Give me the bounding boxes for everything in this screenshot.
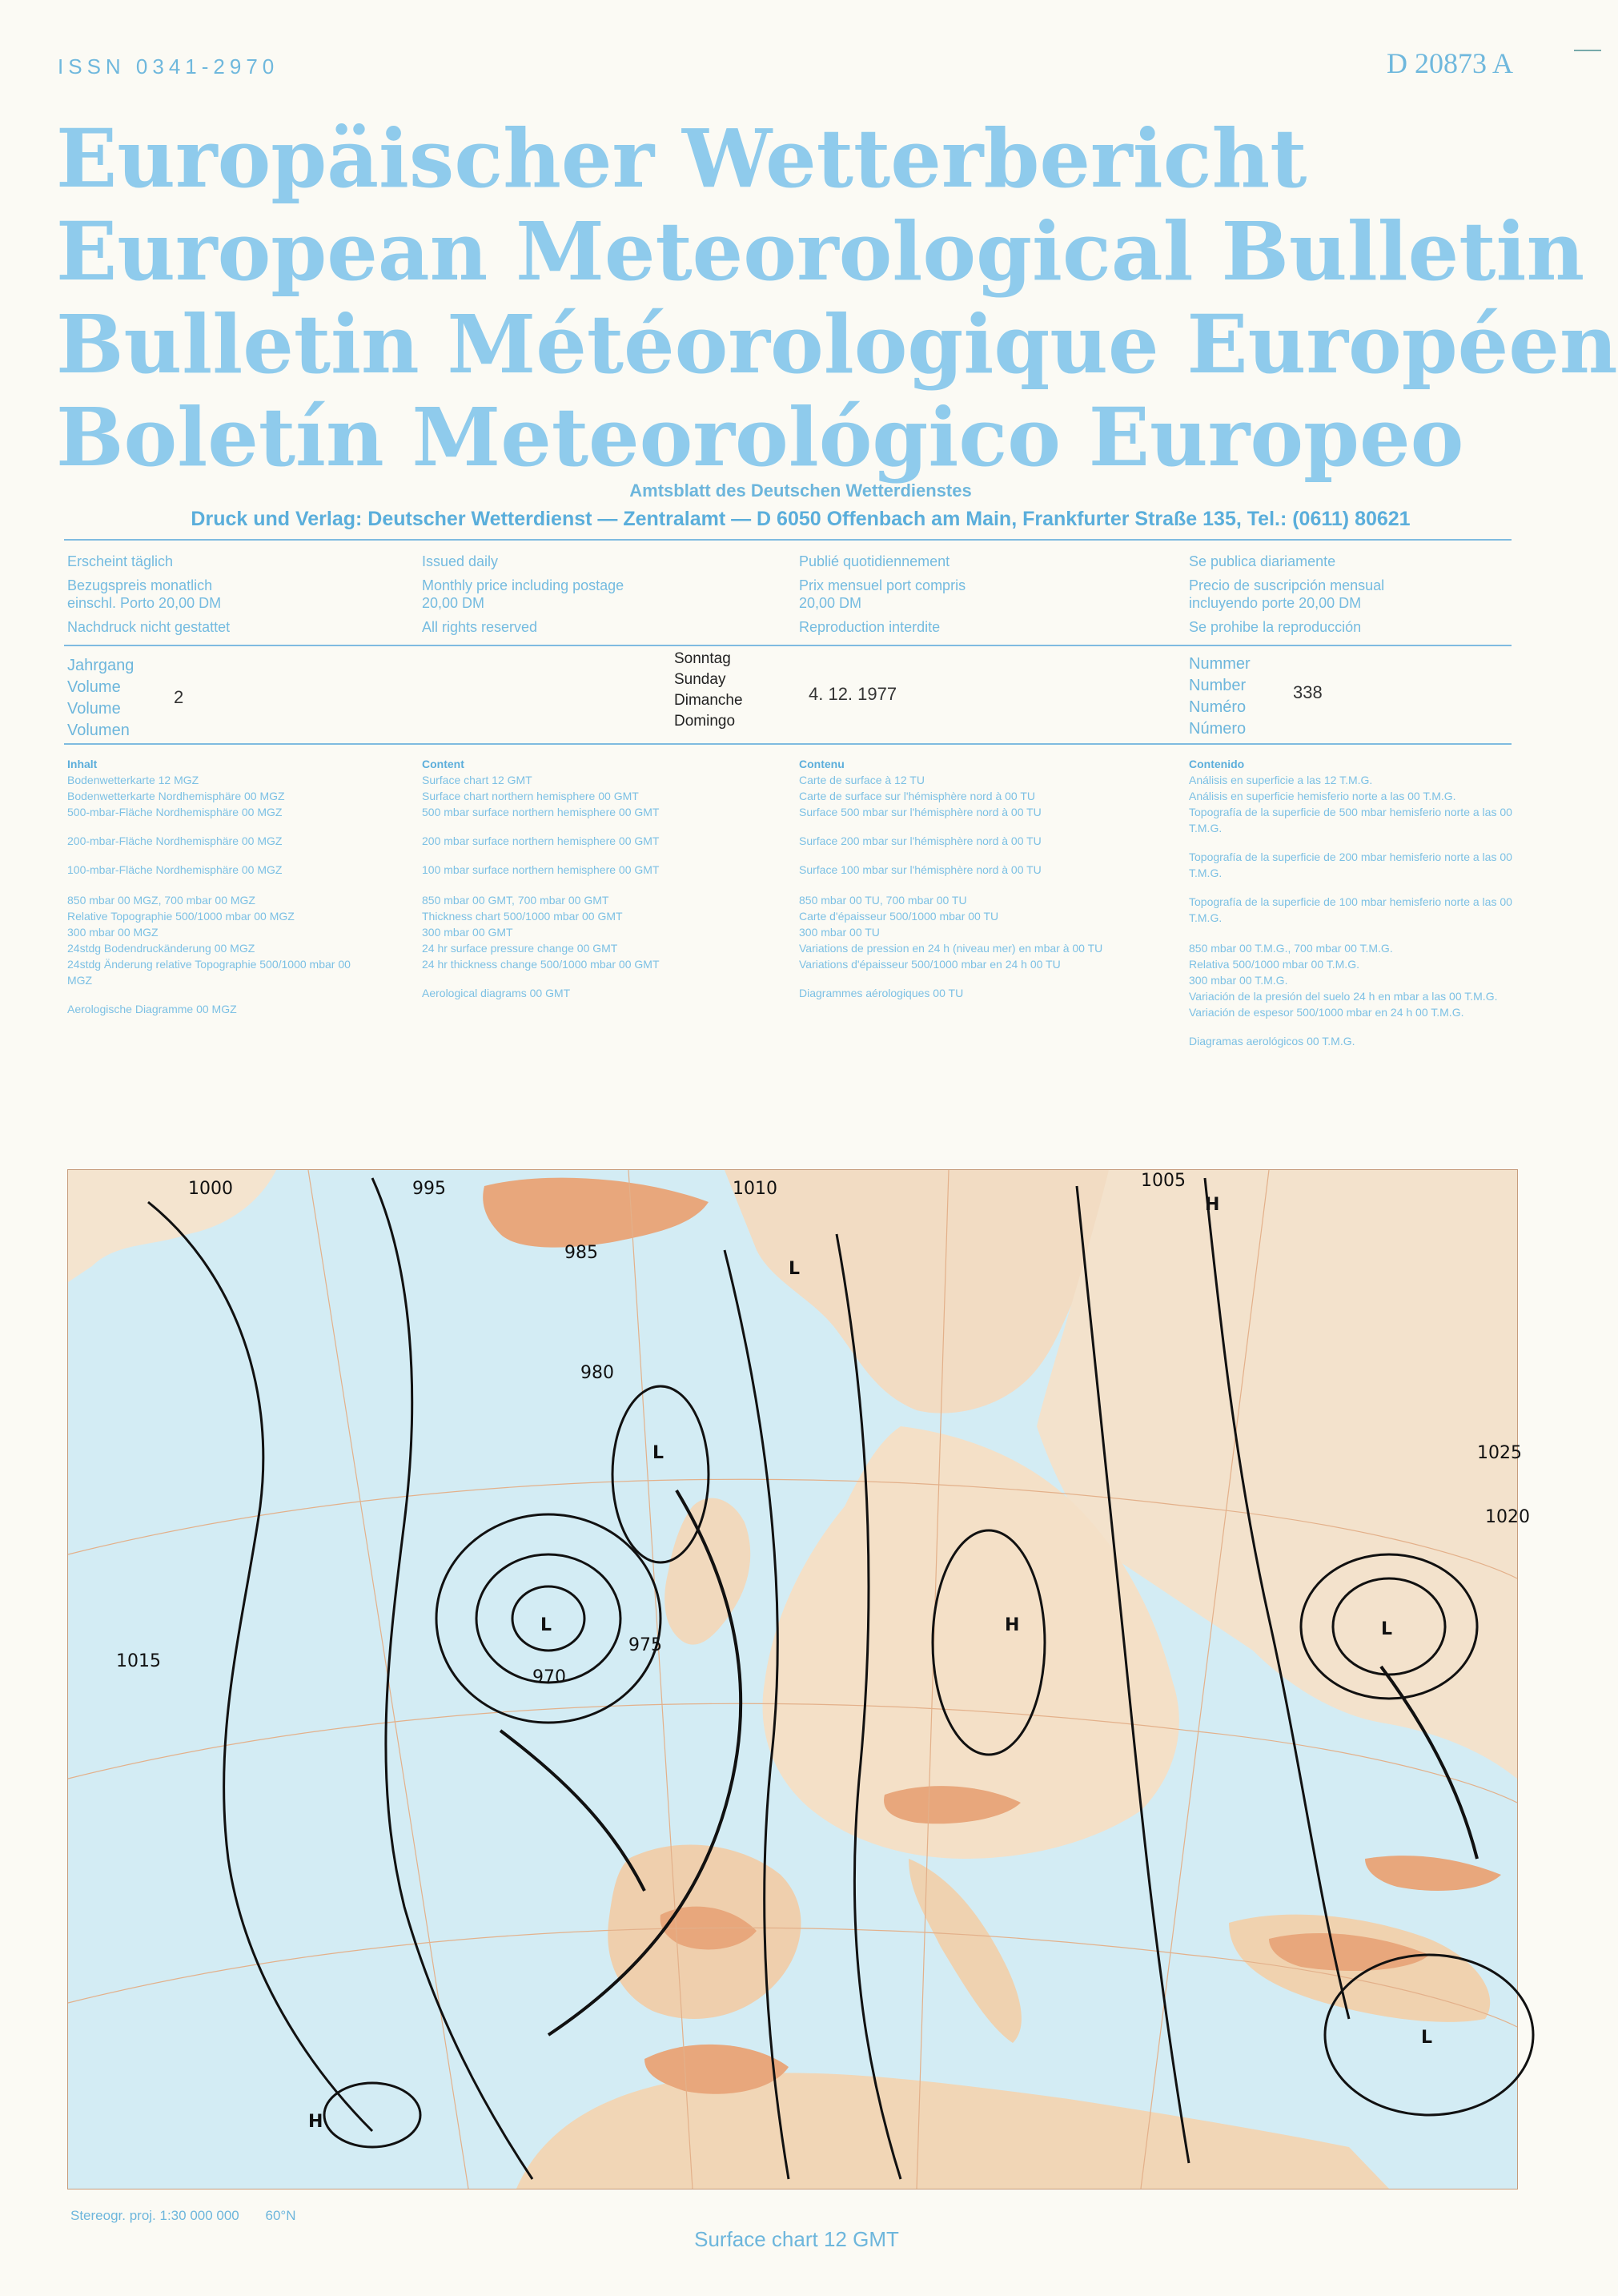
publisher-line: Druck und Verlag: Deutscher Wetterdienst — Zentralamt — D 6050 Offenbach am Main, Frankfurter Straße 135, Tel.: (0611) 80621	[191, 508, 1411, 530]
contents-item: Análisis en superficie a las 12 T.M.G.	[1189, 774, 1373, 786]
contents-item: Variación de la presión del suelo 24 h en mbar a las 00 T.M.G.	[1189, 990, 1498, 1003]
day-labels	[674, 649, 743, 732]
contents-column	[67, 756, 371, 1017]
info-rights: All rights reserved	[422, 619, 538, 635]
pressure-center: H	[1205, 1195, 1220, 1215]
title-english	[56, 204, 1585, 299]
day-de: Sonntag	[674, 650, 731, 667]
contents-item: Surface 500 mbar sur l'hémisphère nord à 00 TU	[799, 806, 1042, 818]
info-column-es	[1189, 553, 1509, 636]
contents-column	[422, 756, 750, 1001]
issue-date: 4. 12. 1977	[809, 684, 897, 704]
latitude-text: 60°N	[265, 2208, 296, 2223]
isobar-label: 1010	[733, 1179, 777, 1199]
contents-item: 500 mbar surface northern hemisphere 00 GMT	[422, 806, 660, 818]
isobar-label: 975	[628, 1635, 662, 1655]
contents-item: Topografía de la superficie de 200 mbar hemisferio norte a las 00 T.M.G.	[1189, 850, 1512, 879]
volume-label-es: Volumen	[67, 722, 130, 739]
contents-item: Aerologische Diagramme 00 MGZ	[67, 1003, 237, 1015]
day-fr: Dimanche	[674, 692, 743, 709]
contents-heading: Inhalt	[67, 758, 98, 770]
contents-item: Relativa 500/1000 mbar 00 T.M.G.	[1189, 958, 1359, 971]
divider-bottom	[64, 743, 1512, 745]
volume-labels	[67, 655, 134, 742]
info-column-en	[422, 553, 742, 636]
title-german-text: Europäischer Wetterbericht	[56, 111, 1307, 206]
isobar-label: 985	[564, 1243, 598, 1263]
day-es: Domingo	[674, 713, 736, 730]
isobar-label: 980	[580, 1363, 614, 1383]
isobar-label: 995	[412, 1179, 446, 1199]
pressure-center: L	[1421, 2028, 1433, 2048]
contents-column	[799, 756, 1135, 1001]
contents-item: 850 mbar 00 TU, 700 mbar 00 TU	[799, 894, 967, 907]
isobar-label: 1025	[1477, 1443, 1522, 1463]
contents-item: Surface 200 mbar sur l'hémisphère nord à 00 TU	[799, 834, 1042, 847]
title-block	[56, 111, 1618, 485]
corner-mark	[1574, 50, 1601, 51]
contents-item: 850 mbar 00 T.M.G., 700 mbar 00 T.M.G.	[1189, 942, 1393, 955]
contents-item: 100 mbar surface northern hemisphere 00 GMT	[422, 863, 660, 876]
issn-number: ISSN 0341-2970	[58, 54, 279, 78]
map-projection	[70, 2208, 295, 2224]
contents-item: 300 mbar 00 T.M.G.	[1189, 974, 1288, 987]
day-en: Sunday	[674, 671, 726, 688]
number-label-de: Nummer	[1189, 655, 1251, 673]
contents-item: 850 mbar 00 GMT, 700 mbar 00 GMT	[422, 894, 609, 907]
pressure-center: L	[652, 1443, 664, 1463]
info-price: Precio de suscripción mensual incluyendo porte 20,00 DM	[1189, 577, 1385, 611]
info-frequency: Erscheint täglich	[67, 553, 174, 569]
isobar-label: 1005	[1141, 1171, 1186, 1191]
title-german	[56, 112, 1521, 205]
contents-item: Carte d'épaisseur 500/1000 mbar 00 TU	[799, 910, 999, 923]
title-french	[56, 297, 1618, 392]
pressure-center: H	[1005, 1615, 1020, 1635]
isobar-label: 1000	[188, 1179, 233, 1199]
contents-item: Thickness chart 500/1000 mbar 00 GMT	[422, 910, 623, 923]
info-rights: Se prohibe la reproducción	[1189, 619, 1362, 635]
contents-item: Variations d'épaisseur 500/1000 mbar en 24 h 00 TU	[799, 958, 1061, 971]
contents-item: Topografía de la superficie de 500 mbar hemisferio norte a las 00 T.M.G.	[1189, 806, 1512, 834]
number-label-es: Número	[1189, 720, 1247, 738]
contents-item: Diagramas aerológicos 00 T.M.G.	[1189, 1035, 1355, 1047]
contents-item: 24 hr thickness change 500/1000 mbar 00 GMT	[422, 958, 660, 971]
isobar-label: 970	[532, 1667, 566, 1687]
volume-label-de: Jahrgang	[67, 657, 134, 674]
surface-weather-map	[67, 1169, 1530, 2189]
contents-item: Relative Topographie 500/1000 mbar 00 MGZ	[67, 910, 295, 923]
title-spanish	[56, 391, 1521, 484]
divider-top	[64, 539, 1512, 541]
contents-item: Variations de pression en 24 h (niveau mer) en mbar à 00 TU	[799, 942, 1103, 955]
contents-item: 200-mbar-Fläche Nordhemisphäre 00 MGZ	[67, 834, 283, 847]
contents-item: 500-mbar-Fläche Nordhemisphäre 00 MGZ	[67, 806, 283, 818]
info-price: Prix mensuel port compris 20,00 DM	[799, 577, 966, 611]
map-caption: Surface chart 12 GMT	[694, 2227, 899, 2251]
number-labels	[1189, 653, 1251, 740]
contents-item: 300 mbar 00 TU	[799, 926, 880, 939]
projection-text: Stereogr. proj. 1:30 000 000	[70, 2208, 239, 2223]
document-number: D 20873 A	[1386, 47, 1513, 79]
contents-item: Bodenwetterkarte 12 MGZ	[67, 774, 199, 786]
title-french-text: Bulletin Météorologique Européen	[56, 297, 1618, 392]
contents-item: Surface chart 12 GMT	[422, 774, 532, 786]
info-frequency: Publié quotidiennement	[799, 553, 950, 569]
pressure-center: L	[540, 1615, 552, 1635]
contents-item: 850 mbar 00 MGZ, 700 mbar 00 MGZ	[67, 894, 255, 907]
contents-item: Surface 100 mbar sur l'hémisphère nord à 00 TU	[799, 863, 1042, 876]
info-column-fr	[799, 553, 1119, 636]
contents-item: 24stdg Änderung relative Topographie 500/1000 mbar 00 MGZ	[67, 958, 351, 987]
info-price: Bezugspreis monatlich einschl. Porto 20,00 DM	[67, 577, 222, 611]
info-rights: Reproduction interdite	[799, 619, 941, 635]
contents-item: Análisis en superficie hemisferio norte a las 00 T.M.G.	[1189, 790, 1456, 802]
issue-number: 338	[1293, 682, 1323, 702]
contents-item: 300 mbar 00 MGZ	[67, 926, 159, 939]
amtsblatt-line: Amtsblatt des Deutschen Wetterdienstes	[629, 481, 972, 501]
volume-label-en: Volume	[67, 678, 121, 696]
contents-item: Bodenwetterkarte Nordhemisphäre 00 MGZ	[67, 790, 285, 802]
contents-item: Carte de surface à 12 TU	[799, 774, 925, 786]
info-rights: Nachdruck nicht gestattet	[67, 619, 231, 635]
isobar-label: 1015	[116, 1651, 161, 1671]
contents-heading: Content	[422, 758, 464, 770]
contents-item: Variación de espesor 500/1000 mbar en 24 h 00 T.M.G.	[1189, 1006, 1464, 1019]
info-frequency: Issued daily	[422, 553, 499, 569]
volume-label-fr: Volume	[67, 700, 121, 718]
contents-item: 24stdg Bodendruckänderung 00 MGZ	[67, 942, 255, 955]
map-svg	[68, 1170, 1530, 2189]
isobar-label: 1020	[1485, 1507, 1530, 1527]
contents-item: Aerological diagrams 00 GMT	[422, 987, 571, 999]
volume-value: 2	[174, 687, 184, 707]
info-column-de	[67, 553, 387, 636]
contents-item: Topografía de la superficie de 100 mbar hemisferio norte a las 00 T.M.G.	[1189, 895, 1512, 924]
contents-item: Surface chart northern hemisphere 00 GMT	[422, 790, 639, 802]
contents-item: 100-mbar-Fläche Nordhemisphäre 00 MGZ	[67, 863, 283, 876]
number-label-en: Number	[1189, 677, 1247, 694]
pressure-center: L	[789, 1259, 801, 1279]
contents-item: Diagrammes aérologiques 00 TU	[799, 987, 964, 999]
contents-item: 200 mbar surface northern hemisphere 00 GMT	[422, 834, 660, 847]
contents-heading: Contenu	[799, 758, 845, 770]
contents-item: Carte de surface sur l'hémisphère nord à 00 TU	[799, 790, 1036, 802]
pressure-center: H	[308, 2112, 323, 2132]
contents-heading: Contenido	[1189, 758, 1245, 770]
pressure-center: L	[1381, 1619, 1393, 1639]
info-frequency: Se publica diariamente	[1189, 553, 1336, 569]
contents-item: 24 hr surface pressure change 00 GMT	[422, 942, 618, 955]
contents-column	[1189, 756, 1517, 1049]
title-english-text: European Meteorological Bulletin	[56, 204, 1585, 299]
title-spanish-text: Boletín Meteorológico Europeo	[56, 390, 1464, 485]
contents-item: 300 mbar 00 GMT	[422, 926, 513, 939]
divider-mid	[64, 645, 1512, 646]
info-price: Monthly price including postage 20,00 DM	[422, 577, 624, 611]
number-label-fr: Numéro	[1189, 698, 1247, 716]
